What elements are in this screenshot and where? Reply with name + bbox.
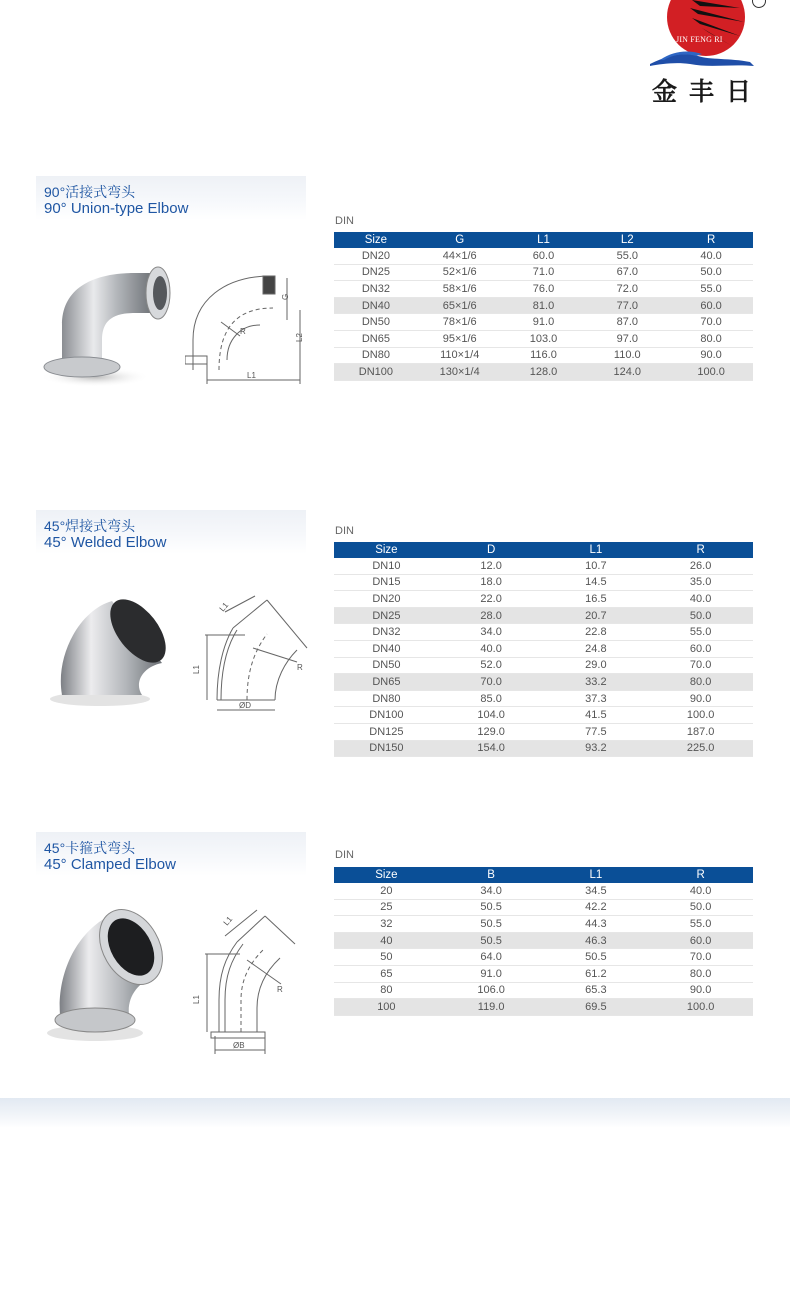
table-row: [334, 558, 753, 574]
product-photo-45-welded-elbow: [50, 595, 170, 710]
table-row: [334, 982, 753, 999]
table-cell: 52×1/6: [418, 264, 502, 281]
table-cell: 100: [334, 999, 439, 1016]
table-cell: 77.5: [544, 723, 649, 740]
table-cell: 50.0: [669, 264, 753, 281]
drawing-label-g: G: [281, 293, 290, 300]
table-cell: 78×1/6: [418, 314, 502, 331]
column-header: L2: [585, 232, 669, 248]
table-cell: DN20: [334, 248, 418, 264]
table-cell: 154.0: [439, 740, 544, 757]
table-cell: DN65: [334, 674, 439, 691]
drawing-label-r: R: [277, 985, 283, 994]
table-cell: 37.3: [544, 690, 649, 707]
table-cell: 80.0: [648, 965, 753, 982]
table-cell: 55.0: [648, 624, 753, 641]
table-cell: 50: [334, 949, 439, 966]
table-cell: 50.0: [648, 607, 753, 624]
table-cell: 40.0: [648, 883, 753, 899]
technical-drawing-45-welded-elbow: [185, 590, 310, 715]
table-cell: 124.0: [585, 364, 669, 381]
table-cell: DN80: [334, 690, 439, 707]
table-cell: DN32: [334, 281, 418, 298]
table-cell: 97.0: [585, 330, 669, 347]
column-header: R: [648, 867, 753, 883]
table-row: [334, 640, 753, 657]
table-cell: DN20: [334, 591, 439, 608]
table-cell: 40.0: [439, 640, 544, 657]
table-cell: 25: [334, 899, 439, 916]
table-cell: 91.0: [502, 314, 586, 331]
table-cell: 20.7: [544, 607, 649, 624]
table-cell: DN25: [334, 264, 418, 281]
drawing-label-ob: ØB: [233, 1041, 245, 1050]
table-row: [334, 690, 753, 707]
table-cell: 70.0: [648, 949, 753, 966]
technical-drawing-90-union-elbow: [185, 270, 310, 385]
wave-icon: [650, 48, 760, 70]
brand-logo: [640, 0, 770, 105]
table-row: [334, 281, 753, 298]
table-cell: DN40: [334, 297, 418, 314]
table-cell: 130×1/4: [418, 364, 502, 381]
table-cell: 24.8: [544, 640, 649, 657]
section-title-cn: 90°活接式弯头: [44, 184, 136, 200]
drawing-label-l2: L2: [295, 333, 304, 342]
table-cell: 70.0: [669, 314, 753, 331]
table-cell: 119.0: [439, 999, 544, 1016]
table-cell: 71.0: [502, 264, 586, 281]
drawing-label-l1-top: L1: [221, 914, 235, 928]
table-cell: 50.5: [439, 916, 544, 933]
table-cell: 41.5: [544, 707, 649, 724]
table-cell: 50.5: [439, 932, 544, 949]
table-row: [334, 297, 753, 314]
standard-label: DIN: [335, 849, 354, 861]
table-header-row: [334, 867, 753, 883]
table-cell: 87.0: [585, 314, 669, 331]
table-header-row: [334, 542, 753, 558]
table-cell: 64.0: [439, 949, 544, 966]
table-cell: 42.2: [544, 899, 649, 916]
table-cell: 76.0: [502, 281, 586, 298]
table-cell: 77.0: [585, 297, 669, 314]
table-row: [334, 883, 753, 899]
table-cell: 50.5: [544, 949, 649, 966]
table-cell: 100.0: [669, 364, 753, 381]
table-row: [334, 574, 753, 591]
section-title-cn: 45°焊接式弯头: [44, 518, 136, 534]
table-row: [334, 314, 753, 331]
table-cell: 35.0: [648, 574, 753, 591]
table-cell: 106.0: [439, 982, 544, 999]
table-cell: 32: [334, 916, 439, 933]
table-cell: DN50: [334, 314, 418, 331]
column-header: L1: [502, 232, 586, 248]
table-cell: 60.0: [648, 932, 753, 949]
table-row: [334, 347, 753, 364]
table-cell: 90.0: [648, 690, 753, 707]
table-cell: 16.5: [544, 591, 649, 608]
table-cell: 103.0: [502, 330, 586, 347]
column-header: D: [439, 542, 544, 558]
table-cell: 60.0: [648, 640, 753, 657]
section-title-en: 90° Union-type Elbow: [44, 200, 189, 217]
spec-table-45-welded-elbow: [334, 542, 753, 757]
table-row: [334, 949, 753, 966]
table-cell: 20: [334, 883, 439, 899]
table-row: [334, 657, 753, 674]
table-cell: 33.2: [544, 674, 649, 691]
table-cell: 14.5: [544, 574, 649, 591]
table-cell: 26.0: [648, 558, 753, 574]
table-cell: 91.0: [439, 965, 544, 982]
table-cell: 60.0: [502, 248, 586, 264]
drawing-label-l1-top: L1: [217, 600, 231, 614]
table-cell: 50.5: [439, 899, 544, 916]
column-header: Size: [334, 542, 439, 558]
table-cell: 85.0: [439, 690, 544, 707]
table-cell: 52.0: [439, 657, 544, 674]
technical-drawing-45-clamped-elbow: [185, 900, 310, 1055]
column-header: Size: [334, 232, 418, 248]
drawing-label-l1-side: L1: [192, 995, 201, 1004]
column-header: B: [439, 867, 544, 883]
table-cell: 12.0: [439, 558, 544, 574]
table-cell: 70.0: [439, 674, 544, 691]
table-cell: 55.0: [585, 248, 669, 264]
table-row: [334, 916, 753, 933]
table-cell: 44×1/6: [418, 248, 502, 264]
spec-table-90-union-elbow: [334, 232, 753, 381]
table-row: [334, 707, 753, 724]
table-cell: 80.0: [669, 330, 753, 347]
table-row: [334, 364, 753, 381]
table-cell: 40.0: [648, 591, 753, 608]
table-row: [334, 591, 753, 608]
table-cell: 22.8: [544, 624, 649, 641]
section-title-en: 45° Welded Elbow: [44, 534, 167, 551]
table-row: [334, 723, 753, 740]
table-row: [334, 965, 753, 982]
table-cell: 29.0: [544, 657, 649, 674]
product-photo-45-clamped-elbow: [45, 905, 170, 1045]
table-cell: 90.0: [648, 982, 753, 999]
column-header: R: [648, 542, 753, 558]
section-title-cn: 45°卡箍式弯头: [44, 840, 136, 856]
table-cell: DN65: [334, 330, 418, 347]
drawing-label-od: ØD: [239, 701, 251, 710]
table-header-row: [334, 232, 753, 248]
table-row: [334, 740, 753, 757]
column-header: L1: [544, 542, 649, 558]
table-cell: 55.0: [669, 281, 753, 298]
table-cell: 28.0: [439, 607, 544, 624]
table-cell: 90.0: [669, 347, 753, 364]
table-cell: 225.0: [648, 740, 753, 757]
table-cell: 65: [334, 965, 439, 982]
table-cell: DN10: [334, 558, 439, 574]
table-cell: 10.7: [544, 558, 649, 574]
table-cell: 72.0: [585, 281, 669, 298]
table-cell: DN125: [334, 723, 439, 740]
table-cell: 55.0: [648, 916, 753, 933]
table-cell: DN100: [334, 364, 418, 381]
table-row: [334, 624, 753, 641]
column-header: Size: [334, 867, 439, 883]
table-cell: 69.5: [544, 999, 649, 1016]
table-cell: 60.0: [669, 297, 753, 314]
table-cell: 80: [334, 982, 439, 999]
column-header: G: [418, 232, 502, 248]
table-cell: DN50: [334, 657, 439, 674]
table-cell: 128.0: [502, 364, 586, 381]
table-cell: 93.2: [544, 740, 649, 757]
table-cell: 34.5: [544, 883, 649, 899]
table-cell: DN40: [334, 640, 439, 657]
table-cell: DN15: [334, 574, 439, 591]
table-cell: 95×1/6: [418, 330, 502, 347]
table-cell: DN32: [334, 624, 439, 641]
table-cell: 104.0: [439, 707, 544, 724]
table-cell: 70.0: [648, 657, 753, 674]
table-cell: DN150: [334, 740, 439, 757]
table-row: [334, 932, 753, 949]
table-row: [334, 264, 753, 281]
table-cell: 22.0: [439, 591, 544, 608]
table-cell: 110×1/4: [418, 347, 502, 364]
table-cell: DN100: [334, 707, 439, 724]
table-cell: 187.0: [648, 723, 753, 740]
table-cell: 34.0: [439, 624, 544, 641]
table-cell: 40: [334, 932, 439, 949]
drawing-label-l1: L1: [247, 371, 256, 380]
table-cell: 80.0: [648, 674, 753, 691]
standard-label: DIN: [335, 215, 354, 227]
table-cell: 116.0: [502, 347, 586, 364]
table-cell: 65.3: [544, 982, 649, 999]
table-cell: 58×1/6: [418, 281, 502, 298]
logo-brand-en: JIN FENG RI: [676, 35, 723, 44]
table-row: [334, 899, 753, 916]
logo-brand-cn: 金丰日: [652, 77, 764, 106]
table-cell: 110.0: [585, 347, 669, 364]
table-cell: 50.0: [648, 899, 753, 916]
table-cell: 34.0: [439, 883, 544, 899]
table-cell: 100.0: [648, 707, 753, 724]
table-cell: 67.0: [585, 264, 669, 281]
footer-divider-band: [0, 1098, 790, 1128]
drawing-label-r: R: [297, 663, 303, 672]
table-cell: 18.0: [439, 574, 544, 591]
table-cell: 129.0: [439, 723, 544, 740]
drawing-label-l1-side: L1: [192, 665, 201, 674]
table-cell: 46.3: [544, 932, 649, 949]
table-row: [334, 674, 753, 691]
product-photo-90-union-elbow: [40, 265, 180, 390]
spec-table-45-clamped-elbow: [334, 867, 753, 1016]
column-header: R: [669, 232, 753, 248]
table-cell: 44.3: [544, 916, 649, 933]
table-row: [334, 248, 753, 264]
table-row: [334, 330, 753, 347]
table-row: [334, 999, 753, 1016]
table-cell: 61.2: [544, 965, 649, 982]
table-cell: 100.0: [648, 999, 753, 1016]
table-cell: 40.0: [669, 248, 753, 264]
table-cell: 81.0: [502, 297, 586, 314]
column-header: L1: [544, 867, 649, 883]
table-cell: DN80: [334, 347, 418, 364]
section-title-en: 45° Clamped Elbow: [44, 856, 176, 873]
table-row: [334, 607, 753, 624]
drawing-label-r: R: [240, 327, 246, 336]
table-cell: DN25: [334, 607, 439, 624]
table-cell: 65×1/6: [418, 297, 502, 314]
standard-label: DIN: [335, 525, 354, 537]
